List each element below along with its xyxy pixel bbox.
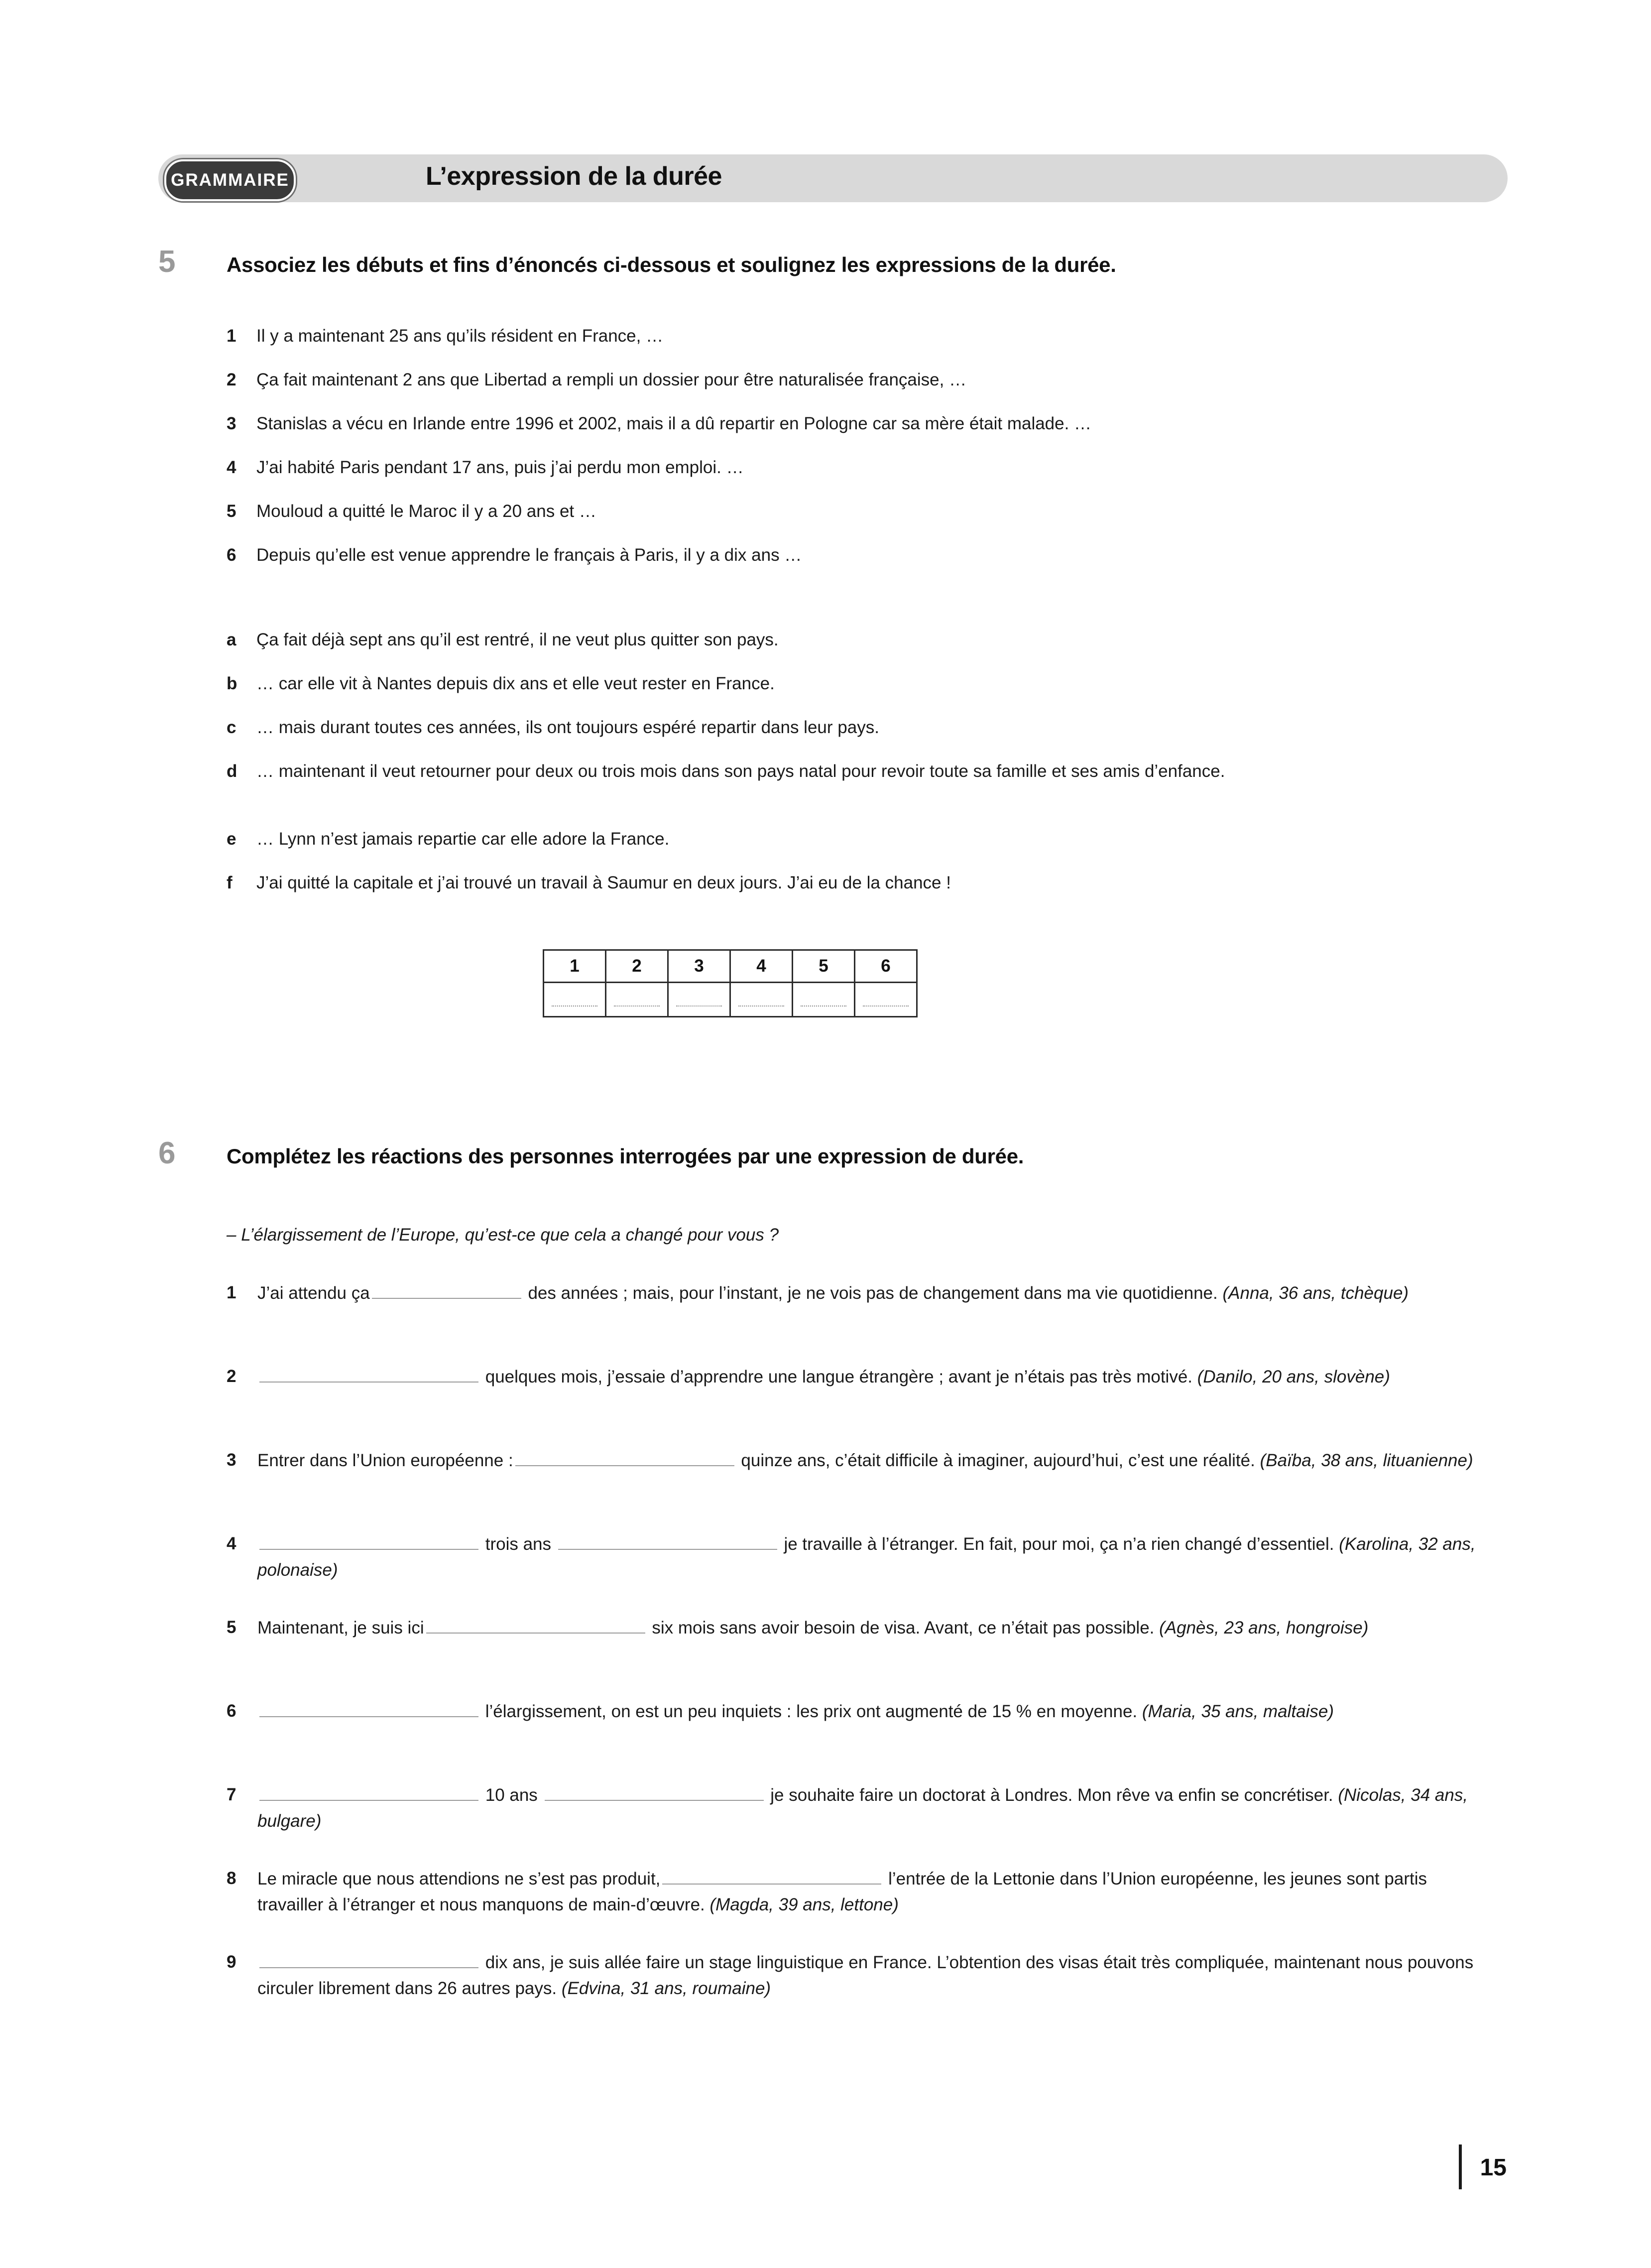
item-text: J’ai habité Paris pendant 17 ans, puis j’ai perdu mon emploi. … xyxy=(256,458,744,477)
grid-answer-cell[interactable] xyxy=(544,983,606,1017)
item-label: c xyxy=(227,718,236,737)
list-item xyxy=(227,1866,1486,1918)
item-label: 4 xyxy=(227,458,236,477)
item-text-pre: Maintenant, je suis ici xyxy=(257,1618,424,1638)
item-text xyxy=(257,1866,1486,1918)
item-text: Stanislas a vécu en Irlande entre 1996 et 2002, mais il a dû repartir en Pologne car sa mère était malade. … xyxy=(256,414,1092,433)
item-text-pre: Le miracle que nous attendions ne s’est pas produit, xyxy=(257,1869,661,1889)
list-item xyxy=(227,672,1461,695)
fill-blank[interactable] xyxy=(426,1615,645,1634)
section-tag-grammaire xyxy=(164,159,296,201)
item-attribution: (Agnès, 23 ans, hongroise) xyxy=(1159,1618,1369,1638)
item-text xyxy=(257,1698,1486,1725)
item-text: … car elle vit à Nantes depuis dix ans et elle veut rester en France. xyxy=(256,674,775,693)
item-text: Il y a maintenant 25 ans qu’ils résident en France, … xyxy=(256,326,664,346)
list-item xyxy=(227,716,1461,739)
list-item xyxy=(227,1280,1486,1306)
item-attribution: (Edvina, 31 ans, roumaine) xyxy=(561,1979,771,1998)
item-label: 6 xyxy=(227,1701,236,1721)
fill-blank[interactable] xyxy=(259,1364,478,1383)
item-attribution: (Baïba, 38 ans, lituanienne) xyxy=(1260,1451,1473,1470)
fill-blank[interactable] xyxy=(259,1782,478,1801)
item-label: b xyxy=(227,674,237,693)
list-item xyxy=(227,544,1461,567)
item-text xyxy=(257,1447,1486,1474)
list-item xyxy=(227,1698,1486,1725)
item-label: a xyxy=(227,630,236,649)
item-attribution: (Danilo, 20 ans, slovène) xyxy=(1197,1367,1390,1386)
item-text-mid: trois ans xyxy=(480,1534,556,1554)
exercise-6-number: 6 xyxy=(158,1136,176,1170)
item-text xyxy=(257,1364,1486,1390)
item-attribution: (Karolina, 32 ans, polonaise) xyxy=(257,1534,1476,1580)
exercise-6-instruction: Complétez les réactions des personnes interrogées par une expression de durée. xyxy=(227,1144,1024,1168)
table-row xyxy=(544,950,917,983)
list-item xyxy=(227,456,1461,479)
item-text-mid: quelques mois, j’essaie d’apprendre une langue étrangère ; avant je n’étais pas très motivé. xyxy=(480,1367,1197,1386)
exercise-5-number: 5 xyxy=(158,245,176,279)
grid-header-cell: 6 xyxy=(855,950,917,983)
grid-header-cell: 3 xyxy=(668,950,730,983)
item-text-mid: six mois sans avoir besoin de visa. Avant, ce n’était pas possible. xyxy=(647,1618,1160,1638)
list-item xyxy=(227,1949,1486,2002)
grid-header-cell: 5 xyxy=(793,950,855,983)
list-item xyxy=(227,1531,1486,1583)
item-text-mid: quinze ans, c’était difficile à imaginer, aujourd’hui, c’est une réalité. xyxy=(736,1451,1260,1470)
list-item xyxy=(227,1615,1486,1641)
folio-rule xyxy=(1459,2144,1462,2189)
item-label: 3 xyxy=(227,1450,236,1470)
list-item xyxy=(227,629,1461,651)
list-item xyxy=(227,1364,1486,1390)
fill-blank[interactable] xyxy=(259,1531,478,1550)
item-attribution: (Anna, 36 ans, tchèque) xyxy=(1222,1283,1409,1303)
answer-dotted-line xyxy=(863,995,909,1007)
grid-header-cell: 2 xyxy=(606,950,668,983)
item-label: 3 xyxy=(227,414,236,433)
grid-answer-cell[interactable] xyxy=(606,983,668,1017)
item-text: … Lynn n’est jamais repartie car elle adore la France. xyxy=(256,829,670,849)
grid-answer-cell[interactable] xyxy=(730,983,793,1017)
item-text-mid: l’élargissement, on est un peu inquiets : les prix ont augmenté de 15 % en moyenne. xyxy=(480,1702,1142,1721)
item-text xyxy=(257,1782,1486,1834)
item-label: d xyxy=(227,761,237,781)
page-number: 15 xyxy=(1480,2154,1507,2181)
item-text: Ça fait maintenant 2 ans que Libertad a rempli un dossier pour être naturalisée française, … xyxy=(256,370,967,389)
fill-blank[interactable] xyxy=(259,1698,478,1717)
item-label: 1 xyxy=(227,326,236,346)
list-item xyxy=(227,1447,1486,1474)
table-row xyxy=(544,983,917,1017)
item-attribution: (Nicolas, 34 ans, bulgare) xyxy=(257,1785,1468,1831)
fill-blank[interactable] xyxy=(372,1280,521,1299)
answer-grid[interactable] xyxy=(543,949,918,1017)
item-text xyxy=(257,1615,1486,1641)
item-label: 5 xyxy=(227,502,236,521)
item-label: 4 xyxy=(227,1534,236,1553)
exercise-6-intro: – L’élargissement de l’Europe, qu’est-ce que cela a changé pour vous ? xyxy=(227,1225,779,1245)
answer-dotted-line xyxy=(552,995,597,1007)
fill-blank[interactable] xyxy=(259,1949,478,1968)
item-text: Depuis qu’elle est venue apprendre le français à Paris, il y a dix ans … xyxy=(256,545,802,565)
section-banner xyxy=(158,154,1508,202)
item-attribution: (Magda, 39 ans, lettone) xyxy=(709,1895,899,1914)
item-text xyxy=(257,1531,1486,1583)
fill-blank[interactable] xyxy=(515,1447,734,1466)
item-label: 6 xyxy=(227,545,236,565)
answer-dotted-line xyxy=(738,995,784,1007)
item-text: Mouloud a quitté le Maroc il y a 20 ans et … xyxy=(256,502,596,521)
item-text: J’ai quitté la capitale et j’ai trouvé un travail à Saumur en deux jours. J’ai eu de la chance ! xyxy=(256,873,951,892)
fill-blank[interactable] xyxy=(545,1782,764,1801)
item-text: … maintenant il veut retourner pour deux ou trois mois dans son pays natal pour revoir toute sa famille et ses amis d’enfance. xyxy=(256,761,1225,781)
list-item xyxy=(227,1782,1486,1834)
item-label: 5 xyxy=(227,1618,236,1637)
list-item xyxy=(227,500,1461,523)
answer-dotted-line xyxy=(676,995,722,1007)
list-item xyxy=(227,325,1461,348)
item-text: … mais durant toutes ces années, ils ont toujours espéré repartir dans leur pays. xyxy=(256,718,879,737)
exercise-5-instruction: Associez les débuts et fins d’énoncés ci-dessous et soulignez les expressions de la durée. xyxy=(227,253,1116,276)
item-text-mid: des années ; mais, pour l’instant, je ne vois pas de changement dans ma vie quotidienne. xyxy=(523,1283,1223,1303)
item-text-post: je travaille à l’étranger. En fait, pour moi, ça n’a rien changé d’essentiel. xyxy=(779,1534,1339,1554)
item-label: 2 xyxy=(227,1367,236,1386)
section-title: L’expression de la durée xyxy=(426,162,722,191)
item-label: f xyxy=(227,873,233,892)
item-text xyxy=(257,1949,1486,2002)
item-label: e xyxy=(227,829,236,849)
grid-answer-cell[interactable] xyxy=(668,983,730,1017)
grid-answer-cell[interactable] xyxy=(793,983,855,1017)
list-item xyxy=(227,828,1461,851)
item-text-mid: l’entrée de la Lettonie dans l’Union européenne, les jeunes sont partis travailler à l’étranger et nous manquons de main-d’œuvre. xyxy=(257,1869,1427,1914)
fill-blank[interactable] xyxy=(558,1531,777,1550)
item-label: 9 xyxy=(227,1952,236,1972)
item-text-mid: dix ans, je suis allée faire un stage linguistique en France. L’obtention des visas était très compliquée, maintenant nous pouvons circuler librement dans 26 autres pays. xyxy=(257,1953,1474,1998)
item-text-pre: Entrer dans l’Union européenne : xyxy=(257,1451,513,1470)
list-item xyxy=(227,369,1461,391)
item-text xyxy=(257,1280,1486,1306)
answer-dotted-line xyxy=(614,995,660,1007)
grid-answer-cell[interactable] xyxy=(855,983,917,1017)
item-label: 7 xyxy=(227,1785,236,1804)
item-text-post: je souhaite faire un doctorat à Londres. Mon rêve va enfin se concrétiser. xyxy=(765,1785,1338,1805)
item-attribution: (Maria, 35 ans, maltaise) xyxy=(1142,1702,1334,1721)
fill-blank[interactable] xyxy=(662,1866,881,1885)
grid-header-cell: 4 xyxy=(730,950,793,983)
item-text-pre: J’ai attendu ça xyxy=(257,1283,370,1303)
item-label: 1 xyxy=(227,1283,236,1302)
answer-dotted-line xyxy=(801,995,846,1007)
item-text-mid: 10 ans xyxy=(480,1785,543,1805)
grid-header-cell: 1 xyxy=(544,950,606,983)
item-label: 2 xyxy=(227,370,236,389)
item-label: 8 xyxy=(227,1869,236,1888)
list-item xyxy=(227,872,1461,894)
section-tag-label: GRAMMAIRE xyxy=(171,170,289,190)
list-item xyxy=(227,412,1481,435)
item-text: Ça fait déjà sept ans qu’il est rentré, il ne veut plus quitter son pays. xyxy=(256,630,779,649)
list-item xyxy=(227,760,1421,783)
